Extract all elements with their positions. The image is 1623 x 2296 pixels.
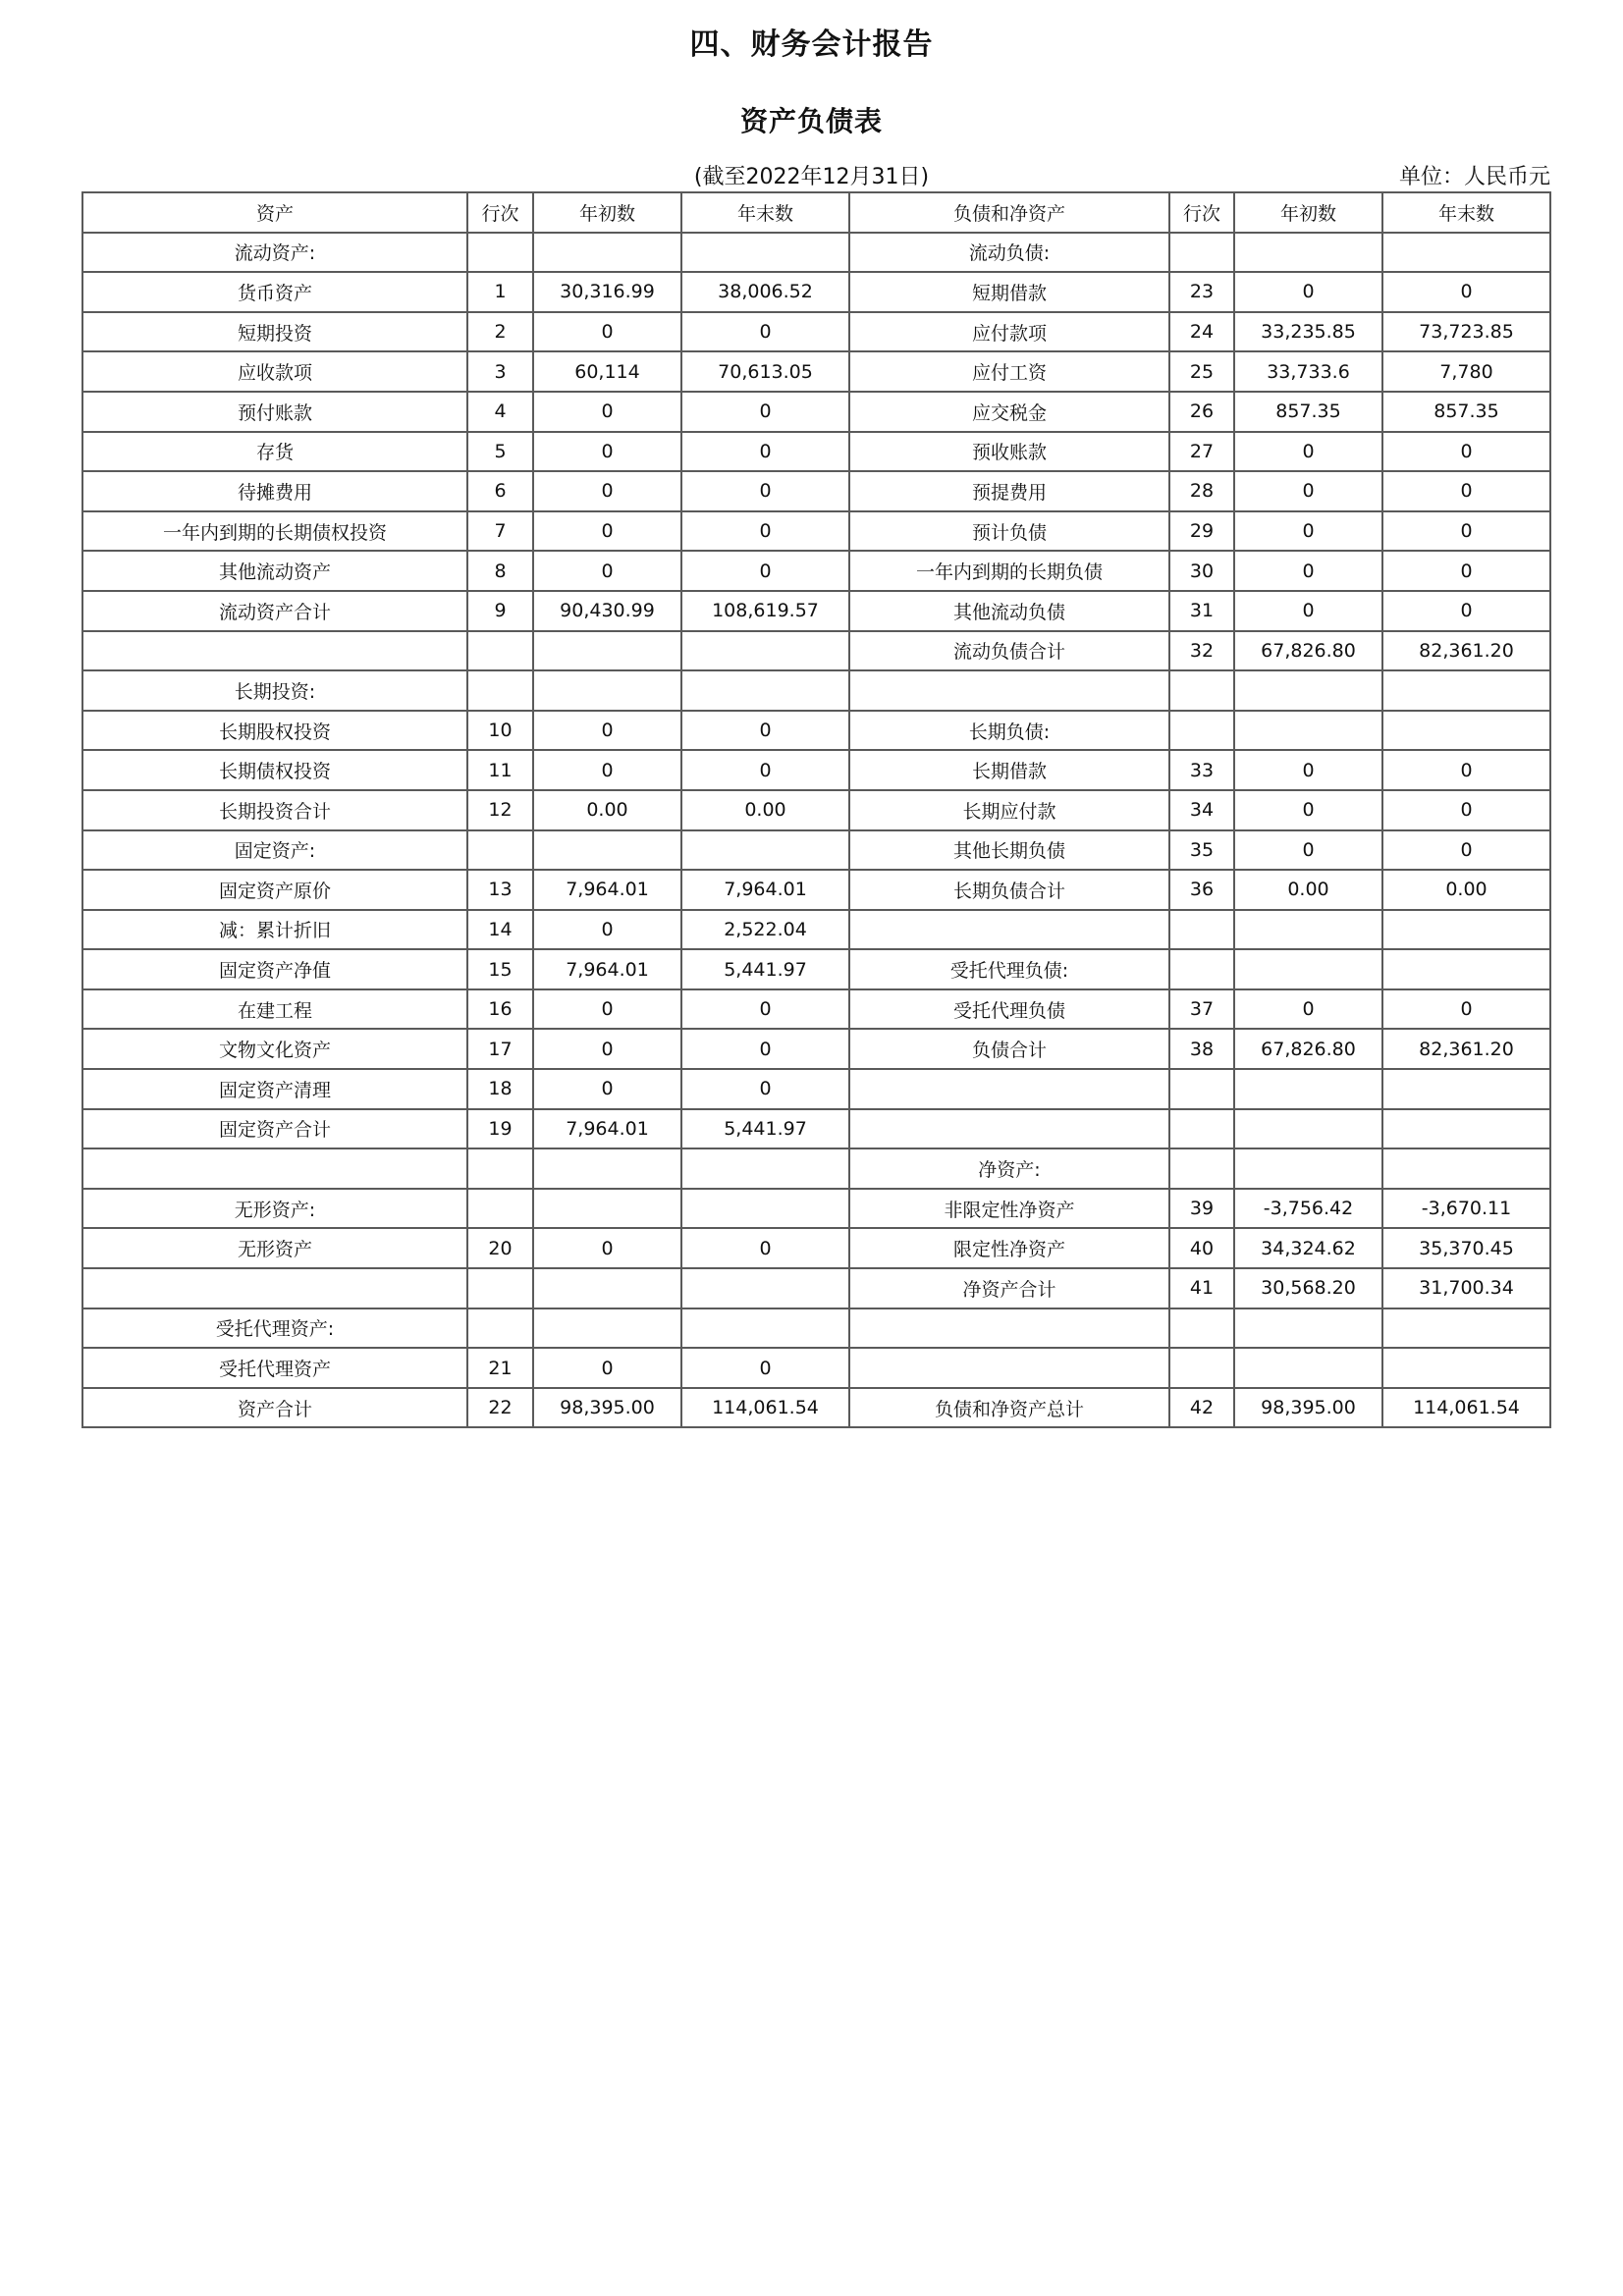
asset-item-name: 流动资产: bbox=[82, 233, 467, 273]
liability-line-no: 32 bbox=[1169, 631, 1234, 671]
asset-line-no: 9 bbox=[467, 591, 533, 631]
liability-end-balance bbox=[1382, 1308, 1550, 1349]
liability-item-name: 流动负债: bbox=[849, 233, 1169, 273]
liability-line-no: 26 bbox=[1169, 392, 1234, 432]
asset-line-no bbox=[467, 1189, 533, 1229]
liability-line-no bbox=[1169, 1348, 1234, 1388]
liability-line-no bbox=[1169, 1148, 1234, 1189]
liability-begin-balance bbox=[1234, 1308, 1382, 1349]
asset-end-balance: 5,441.97 bbox=[681, 1109, 849, 1149]
asset-item-name: 流动资产合计 bbox=[82, 591, 467, 631]
asset-end-balance: 0 bbox=[681, 392, 849, 432]
header-line-no: 行次 bbox=[1169, 192, 1234, 233]
asset-line-no: 4 bbox=[467, 392, 533, 432]
liability-end-balance: 114,061.54 bbox=[1382, 1388, 1550, 1428]
asset-begin-balance: 0 bbox=[533, 711, 681, 751]
asset-end-balance: 108,619.57 bbox=[681, 591, 849, 631]
asset-line-no bbox=[467, 1268, 533, 1308]
asset-line-no: 6 bbox=[467, 471, 533, 511]
asset-line-no: 3 bbox=[467, 351, 533, 392]
liability-end-balance: 0 bbox=[1382, 272, 1550, 312]
liability-begin-balance: 0 bbox=[1234, 551, 1382, 591]
asset-line-no bbox=[467, 233, 533, 273]
asset-line-no: 19 bbox=[467, 1109, 533, 1149]
asset-end-balance: 0 bbox=[681, 551, 849, 591]
liability-item-name: 短期借款 bbox=[849, 272, 1169, 312]
liability-item-name bbox=[849, 1109, 1169, 1149]
asset-begin-balance: 98,395.00 bbox=[533, 1388, 681, 1428]
asset-item-name: 长期债权投资 bbox=[82, 750, 467, 790]
asset-item-name: 受托代理资产: bbox=[82, 1308, 467, 1349]
liability-item-name: 长期负债合计 bbox=[849, 870, 1169, 910]
asset-begin-balance: 0 bbox=[533, 432, 681, 472]
asset-item-name: 减：累计折旧 bbox=[82, 910, 467, 950]
asset-line-no: 7 bbox=[467, 511, 533, 552]
asset-end-balance: 0 bbox=[681, 312, 849, 352]
liability-begin-balance: 0.00 bbox=[1234, 870, 1382, 910]
asset-line-no: 18 bbox=[467, 1069, 533, 1109]
liability-end-balance: 0 bbox=[1382, 750, 1550, 790]
asset-end-balance bbox=[681, 233, 849, 273]
liability-begin-balance bbox=[1234, 1348, 1382, 1388]
liability-item-name bbox=[849, 1069, 1169, 1109]
liability-end-balance bbox=[1382, 1148, 1550, 1189]
table-row bbox=[82, 1109, 1550, 1149]
asset-line-no bbox=[467, 631, 533, 671]
table-row bbox=[82, 631, 1550, 671]
liability-item-name: 受托代理负债: bbox=[849, 949, 1169, 989]
asset-begin-balance bbox=[533, 1148, 681, 1189]
table-row bbox=[82, 471, 1550, 511]
liability-begin-balance bbox=[1234, 949, 1382, 989]
asset-begin-balance: 30,316.99 bbox=[533, 272, 681, 312]
asset-item-name: 预付账款 bbox=[82, 392, 467, 432]
liability-end-balance bbox=[1382, 1069, 1550, 1109]
liability-line-no: 31 bbox=[1169, 591, 1234, 631]
liability-item-name: 其他长期负债 bbox=[849, 830, 1169, 871]
asset-line-no bbox=[467, 1308, 533, 1349]
liability-item-name: 预计负债 bbox=[849, 511, 1169, 552]
asset-begin-balance: 0.00 bbox=[533, 790, 681, 830]
liability-line-no: 27 bbox=[1169, 432, 1234, 472]
asset-end-balance: 70,613.05 bbox=[681, 351, 849, 392]
liability-end-balance bbox=[1382, 910, 1550, 950]
asset-item-name: 货币资产 bbox=[82, 272, 467, 312]
asset-begin-balance: 0 bbox=[533, 750, 681, 790]
header-row bbox=[82, 192, 1550, 233]
asset-item-name: 资产合计 bbox=[82, 1388, 467, 1428]
asset-end-balance: 2,522.04 bbox=[681, 910, 849, 950]
liability-begin-balance bbox=[1234, 670, 1382, 711]
liability-item-name bbox=[849, 910, 1169, 950]
liability-line-no: 36 bbox=[1169, 870, 1234, 910]
liability-end-balance: 0 bbox=[1382, 551, 1550, 591]
liability-end-balance: 0 bbox=[1382, 511, 1550, 552]
table-row bbox=[82, 1148, 1550, 1189]
asset-line-no: 1 bbox=[467, 272, 533, 312]
asset-line-no: 14 bbox=[467, 910, 533, 950]
table-row bbox=[82, 351, 1550, 392]
asset-item-name: 短期投资 bbox=[82, 312, 467, 352]
asset-end-balance bbox=[681, 830, 849, 871]
asset-begin-balance: 7,964.01 bbox=[533, 1109, 681, 1149]
asset-begin-balance: 0 bbox=[533, 312, 681, 352]
table-row bbox=[82, 989, 1550, 1030]
liability-line-no: 38 bbox=[1169, 1029, 1234, 1069]
liability-begin-balance: 0 bbox=[1234, 471, 1382, 511]
table-row bbox=[82, 233, 1550, 273]
liability-line-no: 34 bbox=[1169, 790, 1234, 830]
liability-line-no: 29 bbox=[1169, 511, 1234, 552]
asset-end-balance: 0 bbox=[681, 511, 849, 552]
header-liabilities-net-assets: 负债和净资产 bbox=[849, 192, 1169, 233]
table-row bbox=[82, 670, 1550, 711]
asset-line-no: 12 bbox=[467, 790, 533, 830]
liability-line-no: 37 bbox=[1169, 989, 1234, 1030]
asset-begin-balance bbox=[533, 631, 681, 671]
asset-begin-balance bbox=[533, 1268, 681, 1308]
liability-begin-balance: 98,395.00 bbox=[1234, 1388, 1382, 1428]
liability-item-name: 一年内到期的长期负债 bbox=[849, 551, 1169, 591]
table-row bbox=[82, 1268, 1550, 1308]
liability-begin-balance bbox=[1234, 1069, 1382, 1109]
asset-item-name: 应收款项 bbox=[82, 351, 467, 392]
asset-end-balance bbox=[681, 1189, 849, 1229]
liability-item-name: 负债合计 bbox=[849, 1029, 1169, 1069]
asset-begin-balance: 90,430.99 bbox=[533, 591, 681, 631]
liability-end-balance: 35,370.45 bbox=[1382, 1228, 1550, 1268]
asset-begin-balance: 0 bbox=[533, 910, 681, 950]
liability-begin-balance: 34,324.62 bbox=[1234, 1228, 1382, 1268]
table-row bbox=[82, 1029, 1550, 1069]
asset-line-no: 16 bbox=[467, 989, 533, 1030]
asset-begin-balance: 0 bbox=[533, 1029, 681, 1069]
liability-item-name: 长期负债: bbox=[849, 711, 1169, 751]
liability-begin-balance bbox=[1234, 233, 1382, 273]
liability-end-balance: -3,670.11 bbox=[1382, 1189, 1550, 1229]
asset-end-balance bbox=[681, 1268, 849, 1308]
liability-begin-balance: 857.35 bbox=[1234, 392, 1382, 432]
liability-line-no: 24 bbox=[1169, 312, 1234, 352]
liability-line-no: 39 bbox=[1169, 1189, 1234, 1229]
asset-item-name: 文物文化资产 bbox=[82, 1029, 467, 1069]
balance-sheet-table bbox=[81, 191, 1551, 1428]
asset-end-balance: 7,964.01 bbox=[681, 870, 849, 910]
asset-line-no bbox=[467, 830, 533, 871]
liability-line-no: 42 bbox=[1169, 1388, 1234, 1428]
liability-begin-balance: 0 bbox=[1234, 591, 1382, 631]
liability-begin-balance: 0 bbox=[1234, 750, 1382, 790]
table-row bbox=[82, 1228, 1550, 1268]
table-row bbox=[82, 392, 1550, 432]
liability-end-balance: 0 bbox=[1382, 591, 1550, 631]
asset-begin-balance: 60,114 bbox=[533, 351, 681, 392]
liability-begin-balance: 0 bbox=[1234, 272, 1382, 312]
table-row bbox=[82, 870, 1550, 910]
liability-line-no bbox=[1169, 1308, 1234, 1349]
asset-item-name: 存货 bbox=[82, 432, 467, 472]
liability-item-name: 净资产: bbox=[849, 1148, 1169, 1189]
asset-line-no: 20 bbox=[467, 1228, 533, 1268]
asset-line-no: 11 bbox=[467, 750, 533, 790]
liability-begin-balance bbox=[1234, 711, 1382, 751]
header-begin-balance: 年初数 bbox=[533, 192, 681, 233]
asset-begin-balance: 0 bbox=[533, 392, 681, 432]
liability-end-balance bbox=[1382, 711, 1550, 751]
asset-end-balance: 0 bbox=[681, 1029, 849, 1069]
liability-begin-balance: 0 bbox=[1234, 830, 1382, 871]
currency-unit-note: 单位：人民币元 bbox=[1398, 165, 1550, 189]
liability-begin-balance: 0 bbox=[1234, 790, 1382, 830]
table-row bbox=[82, 790, 1550, 830]
liability-item-name: 预提费用 bbox=[849, 471, 1169, 511]
asset-begin-balance bbox=[533, 233, 681, 273]
asset-end-balance: 0 bbox=[681, 1069, 849, 1109]
asset-end-balance: 38,006.52 bbox=[681, 272, 849, 312]
liability-item-name: 受托代理负债 bbox=[849, 989, 1169, 1030]
liability-begin-balance bbox=[1234, 910, 1382, 950]
liability-begin-balance bbox=[1234, 1148, 1382, 1189]
liability-end-balance: 82,361.20 bbox=[1382, 631, 1550, 671]
table-row bbox=[82, 511, 1550, 552]
liability-end-balance: 73,723.85 bbox=[1382, 312, 1550, 352]
liability-begin-balance: 0 bbox=[1234, 989, 1382, 1030]
asset-end-balance: 0 bbox=[681, 750, 849, 790]
liability-end-balance: 82,361.20 bbox=[1382, 1029, 1550, 1069]
asset-line-no: 15 bbox=[467, 949, 533, 989]
asset-begin-balance: 0 bbox=[533, 1069, 681, 1109]
asset-end-balance: 5,441.97 bbox=[681, 949, 849, 989]
header-end-balance: 年末数 bbox=[681, 192, 849, 233]
liability-end-balance: 857.35 bbox=[1382, 392, 1550, 432]
liability-item-name: 净资产合计 bbox=[849, 1268, 1169, 1308]
liability-line-no: 41 bbox=[1169, 1268, 1234, 1308]
asset-item-name: 受托代理资产 bbox=[82, 1348, 467, 1388]
liability-item-name: 长期借款 bbox=[849, 750, 1169, 790]
liability-begin-balance: -3,756.42 bbox=[1234, 1189, 1382, 1229]
liability-line-no: 35 bbox=[1169, 830, 1234, 871]
asset-item-name bbox=[82, 1268, 467, 1308]
table-row bbox=[82, 1069, 1550, 1109]
liability-item-name bbox=[849, 670, 1169, 711]
liability-begin-balance: 33,235.85 bbox=[1234, 312, 1382, 352]
liability-end-balance: 0 bbox=[1382, 989, 1550, 1030]
table-row bbox=[82, 272, 1550, 312]
table-row bbox=[82, 711, 1550, 751]
asset-end-balance: 0 bbox=[681, 471, 849, 511]
liability-begin-balance: 30,568.20 bbox=[1234, 1268, 1382, 1308]
header-line-no: 行次 bbox=[467, 192, 533, 233]
liability-item-name: 预收账款 bbox=[849, 432, 1169, 472]
liability-end-balance: 0 bbox=[1382, 790, 1550, 830]
asset-item-name: 无形资产 bbox=[82, 1228, 467, 1268]
asset-end-balance: 0 bbox=[681, 1228, 849, 1268]
asset-item-name: 长期投资: bbox=[82, 670, 467, 711]
asset-begin-balance bbox=[533, 1308, 681, 1349]
section-title: 四、财务会计报告 bbox=[689, 27, 934, 62]
asset-begin-balance bbox=[533, 1189, 681, 1229]
liability-end-balance bbox=[1382, 1109, 1550, 1149]
table-row bbox=[82, 1348, 1550, 1388]
asset-begin-balance: 7,964.01 bbox=[533, 949, 681, 989]
liability-begin-balance: 0 bbox=[1234, 432, 1382, 472]
liability-begin-balance: 67,826.80 bbox=[1234, 1029, 1382, 1069]
liability-end-balance bbox=[1382, 233, 1550, 273]
liability-line-no: 40 bbox=[1169, 1228, 1234, 1268]
asset-item-name: 固定资产合计 bbox=[82, 1109, 467, 1149]
asset-item-name: 长期投资合计 bbox=[82, 790, 467, 830]
asset-item-name: 固定资产清理 bbox=[82, 1069, 467, 1109]
liability-line-no: 25 bbox=[1169, 351, 1234, 392]
table-row bbox=[82, 432, 1550, 472]
asset-line-no: 5 bbox=[467, 432, 533, 472]
liability-item-name: 应付工资 bbox=[849, 351, 1169, 392]
liability-item-name: 应付款项 bbox=[849, 312, 1169, 352]
liability-end-balance: 31,700.34 bbox=[1382, 1268, 1550, 1308]
liability-line-no: 23 bbox=[1169, 272, 1234, 312]
asset-line-no: 21 bbox=[467, 1348, 533, 1388]
asset-line-no: 8 bbox=[467, 551, 533, 591]
liability-line-no bbox=[1169, 233, 1234, 273]
liability-begin-balance: 33,733.6 bbox=[1234, 351, 1382, 392]
liability-line-no bbox=[1169, 1069, 1234, 1109]
asset-end-balance: 114,061.54 bbox=[681, 1388, 849, 1428]
asset-item-name: 其他流动资产 bbox=[82, 551, 467, 591]
asset-item-name: 固定资产净值 bbox=[82, 949, 467, 989]
liability-begin-balance: 67,826.80 bbox=[1234, 631, 1382, 671]
liability-item-name: 流动负债合计 bbox=[849, 631, 1169, 671]
liability-line-no: 28 bbox=[1169, 471, 1234, 511]
header-end-balance: 年末数 bbox=[1382, 192, 1550, 233]
liability-begin-balance: 0 bbox=[1234, 511, 1382, 552]
table-row bbox=[82, 910, 1550, 950]
asset-end-balance: 0.00 bbox=[681, 790, 849, 830]
liability-end-balance bbox=[1382, 949, 1550, 989]
table-row bbox=[82, 551, 1550, 591]
asset-end-balance: 0 bbox=[681, 989, 849, 1030]
liability-end-balance: 7,780 bbox=[1382, 351, 1550, 392]
asset-end-balance bbox=[681, 631, 849, 671]
asset-end-balance bbox=[681, 1308, 849, 1349]
liability-item-name bbox=[849, 1308, 1169, 1349]
asset-begin-balance: 0 bbox=[533, 1348, 681, 1388]
asset-begin-balance: 0 bbox=[533, 471, 681, 511]
liability-end-balance: 0 bbox=[1382, 432, 1550, 472]
liability-item-name: 其他流动负债 bbox=[849, 591, 1169, 631]
liability-item-name: 负债和净资产总计 bbox=[849, 1388, 1169, 1428]
liability-line-no bbox=[1169, 949, 1234, 989]
asset-line-no bbox=[467, 1148, 533, 1189]
asset-end-balance: 0 bbox=[681, 1348, 849, 1388]
liability-line-no bbox=[1169, 910, 1234, 950]
asset-item-name: 一年内到期的长期债权投资 bbox=[82, 511, 467, 552]
asset-line-no bbox=[467, 670, 533, 711]
header-begin-balance: 年初数 bbox=[1234, 192, 1382, 233]
asset-item-name: 固定资产: bbox=[82, 830, 467, 871]
table-row bbox=[82, 1308, 1550, 1349]
liability-item-name bbox=[849, 1348, 1169, 1388]
asset-line-no: 22 bbox=[467, 1388, 533, 1428]
asset-end-balance bbox=[681, 1148, 849, 1189]
liability-item-name: 应交税金 bbox=[849, 392, 1169, 432]
asset-item-name: 长期股权投资 bbox=[82, 711, 467, 751]
liability-end-balance: 0 bbox=[1382, 471, 1550, 511]
asset-begin-balance: 0 bbox=[533, 989, 681, 1030]
asset-begin-balance: 0 bbox=[533, 551, 681, 591]
asset-end-balance bbox=[681, 670, 849, 711]
asset-item-name: 在建工程 bbox=[82, 989, 467, 1030]
liability-begin-balance bbox=[1234, 1109, 1382, 1149]
asset-item-name bbox=[82, 631, 467, 671]
asset-begin-balance bbox=[533, 830, 681, 871]
asset-line-no: 10 bbox=[467, 711, 533, 751]
table-row bbox=[82, 591, 1550, 631]
asset-end-balance: 0 bbox=[681, 432, 849, 472]
asset-item-name bbox=[82, 1148, 467, 1189]
liability-end-balance: 0.00 bbox=[1382, 870, 1550, 910]
table-row bbox=[82, 750, 1550, 790]
asset-line-no: 13 bbox=[467, 870, 533, 910]
table-row bbox=[82, 949, 1550, 989]
asset-end-balance: 0 bbox=[681, 711, 849, 751]
header-assets: 资产 bbox=[82, 192, 467, 233]
liability-line-no: 30 bbox=[1169, 551, 1234, 591]
report-date-note: (截至2022年12月31日) bbox=[693, 165, 930, 189]
liability-item-name: 非限定性净资产 bbox=[849, 1189, 1169, 1229]
asset-item-name: 无形资产: bbox=[82, 1189, 467, 1229]
report-title: 资产负债表 bbox=[739, 105, 883, 137]
liability-line-no: 33 bbox=[1169, 750, 1234, 790]
liability-line-no bbox=[1169, 711, 1234, 751]
asset-begin-balance bbox=[533, 670, 681, 711]
asset-begin-balance: 0 bbox=[533, 511, 681, 552]
asset-item-name: 待摊费用 bbox=[82, 471, 467, 511]
liability-item-name: 长期应付款 bbox=[849, 790, 1169, 830]
asset-begin-balance: 7,964.01 bbox=[533, 870, 681, 910]
asset-item-name: 固定资产原价 bbox=[82, 870, 467, 910]
liability-end-balance: 0 bbox=[1382, 830, 1550, 871]
liability-end-balance bbox=[1382, 1348, 1550, 1388]
liability-line-no bbox=[1169, 670, 1234, 711]
liability-end-balance bbox=[1382, 670, 1550, 711]
asset-begin-balance: 0 bbox=[533, 1228, 681, 1268]
liability-line-no bbox=[1169, 1109, 1234, 1149]
table-row bbox=[82, 312, 1550, 352]
balance-sheet-body bbox=[82, 233, 1550, 1428]
table-row bbox=[82, 1189, 1550, 1229]
liability-item-name: 限定性净资产 bbox=[849, 1228, 1169, 1268]
asset-line-no: 17 bbox=[467, 1029, 533, 1069]
asset-line-no: 2 bbox=[467, 312, 533, 352]
table-row bbox=[82, 830, 1550, 871]
table-row bbox=[82, 1388, 1550, 1428]
